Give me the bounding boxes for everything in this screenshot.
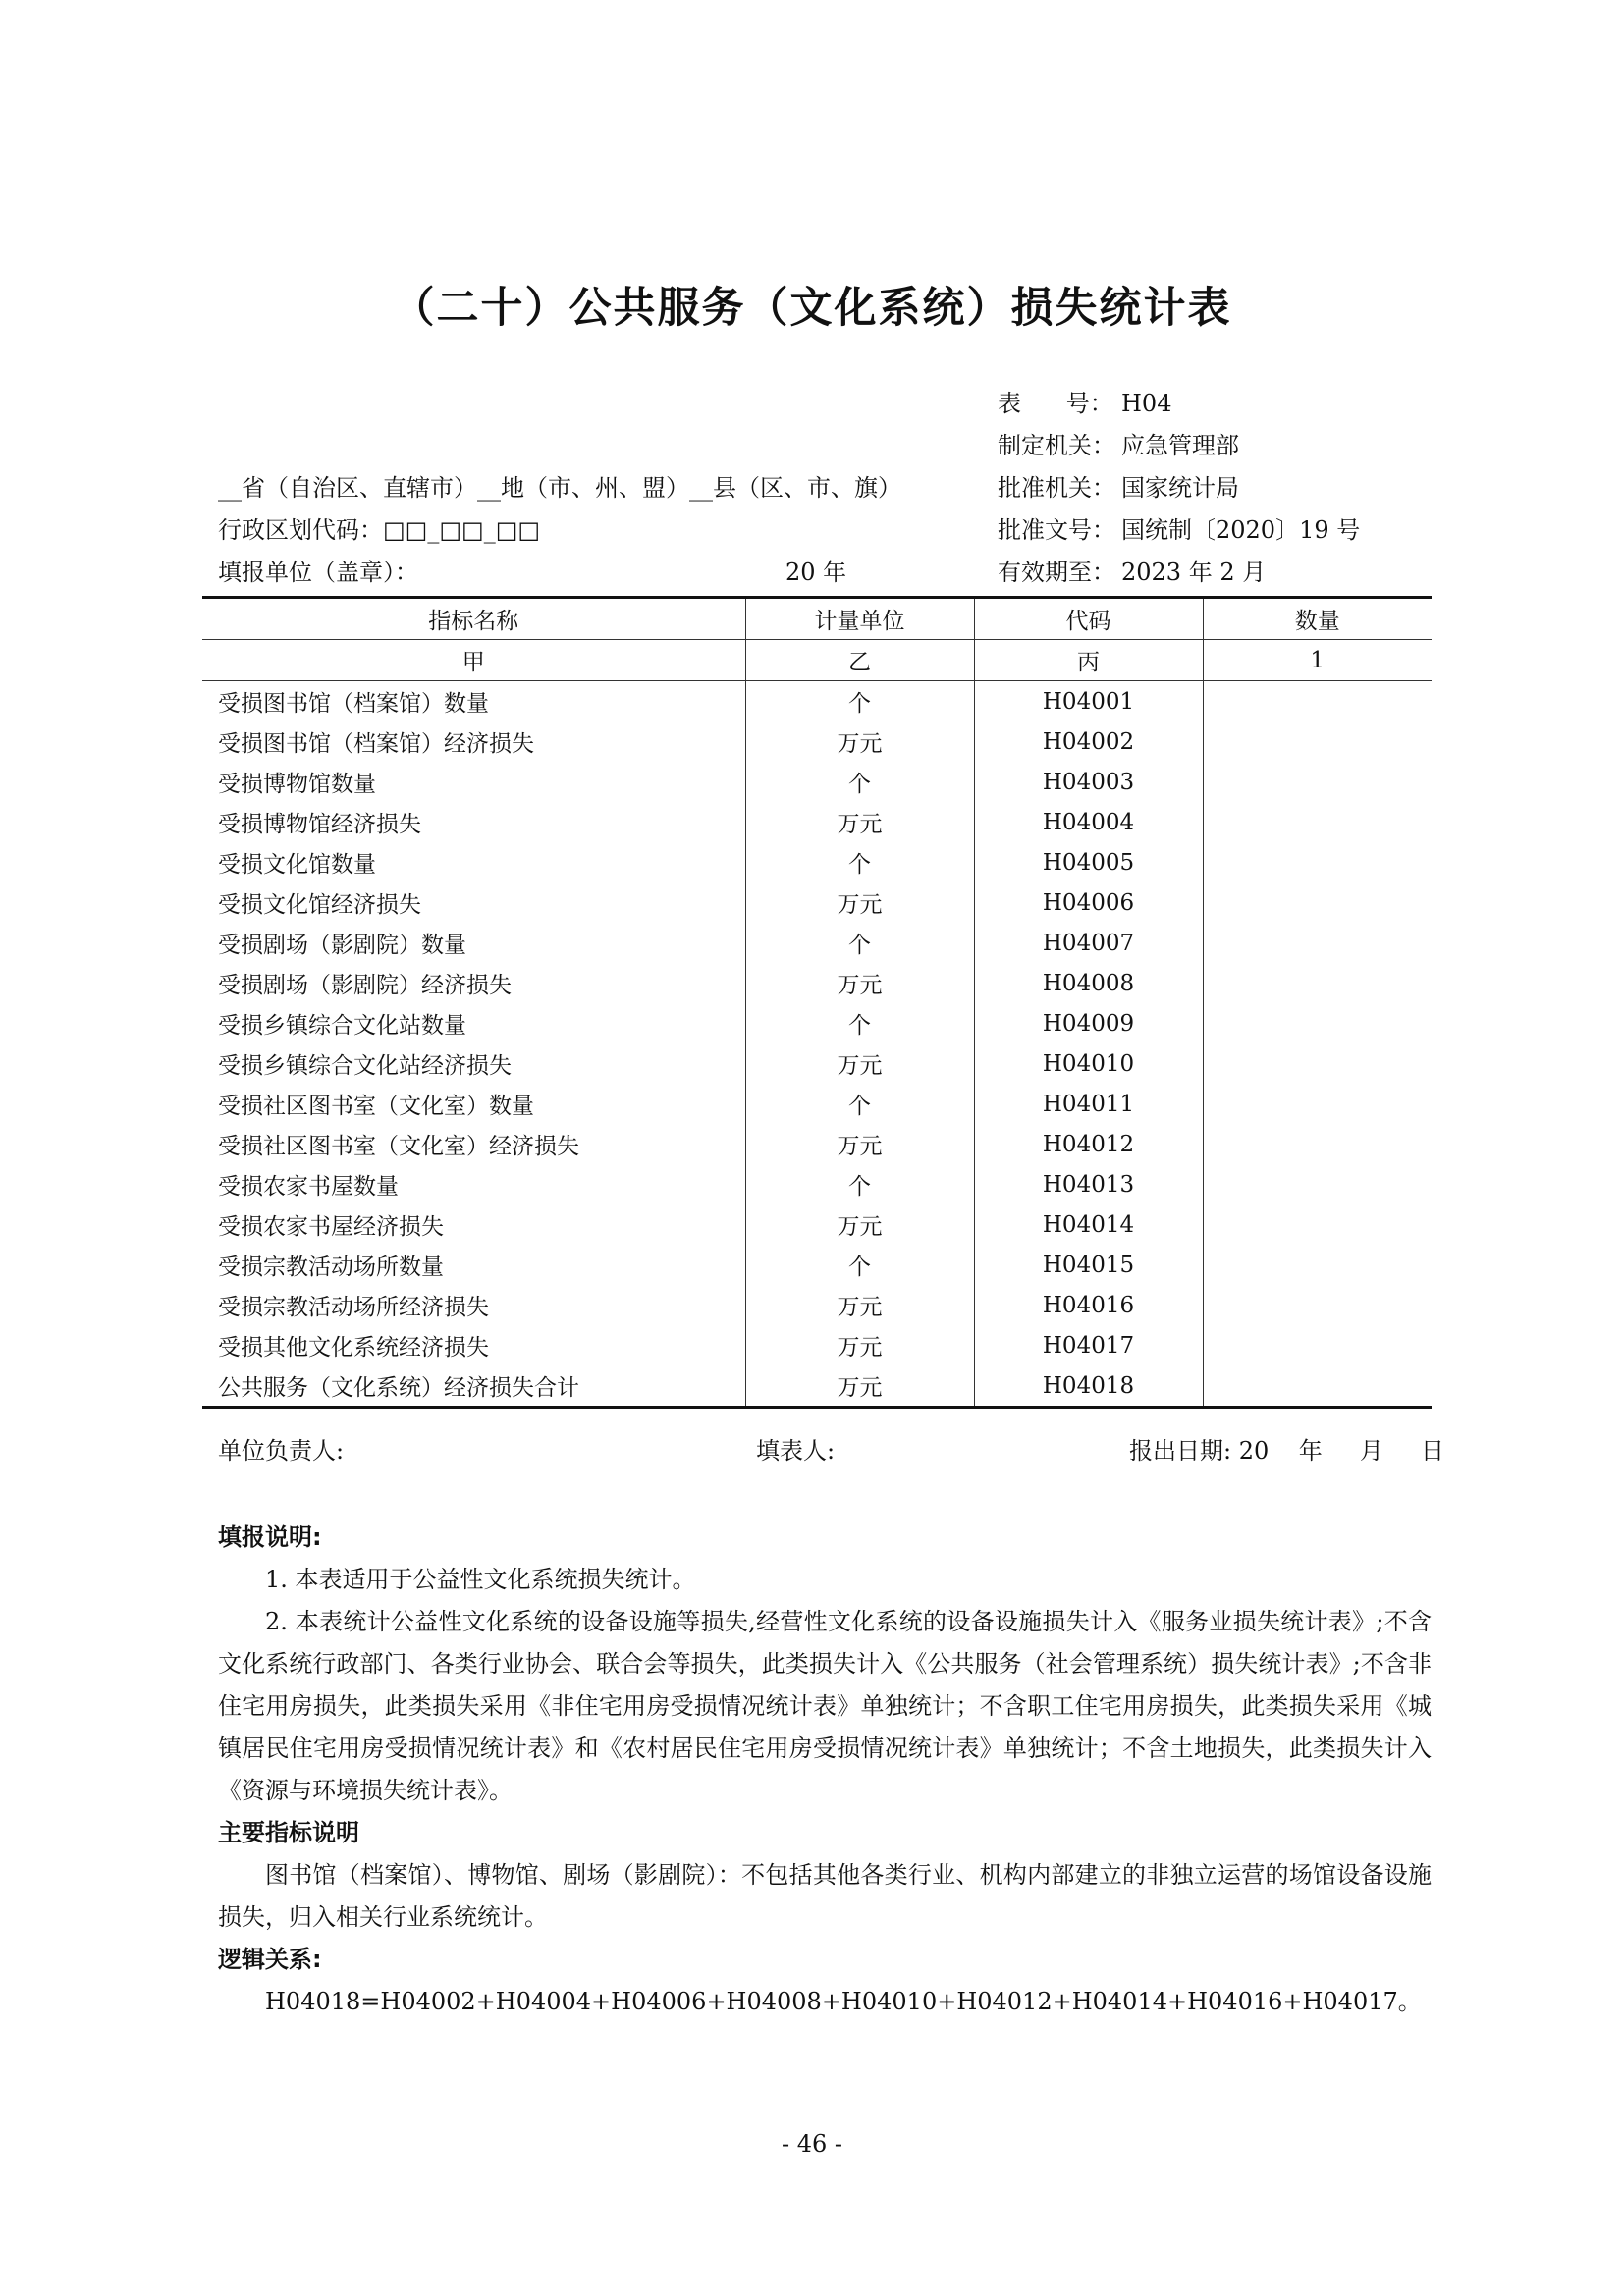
table-header-row	[202, 598, 1432, 640]
unit-cell: 万元	[745, 1325, 974, 1365]
indicator-notes-heading: 主要指标说明	[218, 1819, 359, 1846]
indicator-name: 受损其他文化系统经济损失	[202, 1325, 745, 1365]
table-row	[202, 1084, 1432, 1124]
code-cell: H04017	[974, 1325, 1203, 1365]
instructions-heading: 填报说明:	[218, 1523, 322, 1551]
quantity-cell	[1203, 1003, 1432, 1043]
quantity-cell	[1203, 842, 1432, 882]
logic-formula: H04018=H04002+H04004+H04006+H04008+H04010+H04012+H04014+H04016+H04017。	[265, 1988, 1422, 2015]
code-cell: H04011	[974, 1084, 1203, 1124]
quantity-cell	[1203, 1124, 1432, 1164]
unit-cell: 万元	[745, 721, 974, 762]
unit-cell: 万元	[745, 1285, 974, 1325]
page-number: - 46 -	[781, 2130, 842, 2158]
indicator-name: 受损文化馆经济损失	[202, 882, 745, 923]
column-subheader: 1	[1203, 640, 1432, 681]
meta-key: 制定机关：	[998, 432, 1115, 459]
meta-key: 表 号：	[998, 390, 1113, 417]
indicator-name: 受损乡镇综合文化站经济损失	[202, 1043, 745, 1084]
table-row	[202, 963, 1432, 1003]
table-row	[202, 1124, 1432, 1164]
column-header: 代码	[974, 598, 1203, 640]
table-row	[202, 1204, 1432, 1245]
quantity-cell	[1203, 882, 1432, 923]
region-line: __省（自治区、直辖市）__地（市、州、盟）__县（区、市、旗）	[218, 474, 901, 502]
responsible-person-label: 单位负责人:	[218, 1437, 345, 1465]
column-header: 指标名称	[202, 598, 745, 640]
quantity-cell	[1203, 762, 1432, 802]
indicator-notes-text: 图书馆（档案馆）、博物馆、剧场（影剧院）：不包括其他各类行业、机构内部建立的非独立运营的场馆设备设施损失，归入相关行业系统统计。	[218, 1861, 1432, 1931]
page-title: （二十）公共服务（文化系统）损失统计表	[392, 284, 1232, 333]
code-cell: H04008	[974, 963, 1203, 1003]
meta-value: 国统制〔2020〕19 号	[1121, 516, 1361, 544]
code-cell: H04013	[974, 1164, 1203, 1204]
table-row	[202, 1164, 1432, 1204]
indicator-name: 受损乡镇综合文化站数量	[202, 1003, 745, 1043]
table-row	[202, 721, 1432, 762]
indicator-name: 受损宗教活动场所经济损失	[202, 1285, 745, 1325]
column-header: 计量单位	[745, 598, 974, 640]
meta-row	[998, 467, 1360, 509]
table-subheader-row	[202, 640, 1432, 681]
instruction-item: 1. 本表适用于公益性文化系统损失统计。	[265, 1566, 696, 1593]
meta-key: 有效期至：	[998, 559, 1115, 586]
indicator-name: 受损博物馆经济损失	[202, 802, 745, 842]
meta-value: 应急管理部	[1121, 432, 1239, 459]
column-subheader: 乙	[745, 640, 974, 681]
quantity-cell	[1203, 1365, 1432, 1408]
code-cell: H04010	[974, 1043, 1203, 1084]
quantity-cell	[1203, 1285, 1432, 1325]
indicator-name: 受损图书馆（档案馆）经济损失	[202, 721, 745, 762]
code-cell: H04003	[974, 762, 1203, 802]
code-cell: H04015	[974, 1245, 1203, 1285]
form-filler-label: 填表人:	[756, 1437, 836, 1465]
indicator-name: 受损图书馆（档案馆）数量	[202, 681, 745, 722]
unit-cell: 万元	[745, 1204, 974, 1245]
loss-statistics-table	[202, 596, 1432, 1409]
meta-key: 批准文号：	[998, 516, 1115, 544]
unit-cell: 个	[745, 842, 974, 882]
table-row	[202, 1365, 1432, 1408]
meta-key: 批准机关：	[998, 474, 1115, 502]
instruction-item: 2. 本表统计公益性文化系统的设备设施等损失,经营性文化系统的设备设施损失计入《服务业损失统计表》;不含文化系统行政部门、各类行业协会、联合会等损失，此类损失计入《公共服务（社会管理系统）损失统计表》;不含非住宅用房损失，此类损失采用《非住宅用房受损情况统计表》单独统计；不含职工住宅用房损失，此类损失采用《城镇居民住宅用房受损情况统计表》和《农村居民住宅用房受损情况统计表》单独统计；不含土地损失，此类损失计入《资源与环境损失统计表》。	[218, 1608, 1432, 1804]
quantity-cell	[1203, 1164, 1432, 1204]
quantity-cell	[1203, 681, 1432, 722]
table-row	[202, 762, 1432, 802]
unit-cell: 个	[745, 1084, 974, 1124]
unit-cell: 万元	[745, 1043, 974, 1084]
meta-value: 国家统计局	[1121, 474, 1239, 502]
column-header: 数量	[1203, 598, 1432, 640]
table-row	[202, 1285, 1432, 1325]
unit-cell: 万元	[745, 1124, 974, 1164]
quantity-cell	[1203, 721, 1432, 762]
indicator-name: 受损博物馆数量	[202, 762, 745, 802]
table-row	[202, 681, 1432, 722]
indicator-name: 受损社区图书室（文化室）经济损失	[202, 1124, 745, 1164]
unit-cell: 万元	[745, 1365, 974, 1408]
meta-row	[998, 425, 1360, 467]
form-metadata	[998, 383, 1360, 594]
unit-cell: 个	[745, 762, 974, 802]
quantity-cell	[1203, 802, 1432, 842]
code-cell: H04009	[974, 1003, 1203, 1043]
indicator-name: 受损宗教活动场所数量	[202, 1245, 745, 1285]
code-cell: H04002	[974, 721, 1203, 762]
code-cell: H04001	[974, 681, 1203, 722]
meta-value: 2023 年 2 月	[1121, 559, 1267, 586]
quantity-cell	[1203, 1245, 1432, 1285]
filling-instructions	[218, 1517, 1432, 2023]
code-cell: H04014	[974, 1204, 1203, 1245]
table-row	[202, 842, 1432, 882]
unit-cell: 万元	[745, 802, 974, 842]
column-subheader: 丙	[974, 640, 1203, 681]
code-cell: H04004	[974, 802, 1203, 842]
report-year: 20 年	[785, 559, 847, 586]
quantity-cell	[1203, 1084, 1432, 1124]
table-row	[202, 1325, 1432, 1365]
code-cell: H04018	[974, 1365, 1203, 1408]
meta-row	[998, 552, 1360, 594]
code-cell: H04012	[974, 1124, 1203, 1164]
code-cell: H04005	[974, 842, 1203, 882]
indicator-name: 受损农家书屋经济损失	[202, 1204, 745, 1245]
meta-row	[998, 509, 1360, 552]
meta-value: H04	[1121, 390, 1172, 417]
reporting-unit-line: 填报单位（盖章）：	[218, 559, 418, 586]
unit-cell: 个	[745, 681, 974, 722]
table-row	[202, 802, 1432, 842]
indicator-name: 受损剧场（影剧院）经济损失	[202, 963, 745, 1003]
unit-cell: 个	[745, 1245, 974, 1285]
indicator-name: 公共服务（文化系统）经济损失合计	[202, 1365, 745, 1408]
column-subheader: 甲	[202, 640, 745, 681]
report-date-label: 报出日期: 20 年 月 日	[1129, 1437, 1445, 1465]
table-row	[202, 882, 1432, 923]
unit-cell: 万元	[745, 963, 974, 1003]
indicator-name: 受损剧场（影剧院）数量	[202, 923, 745, 963]
region-code-line: 行政区划代码：□□_□□_□□	[218, 516, 541, 544]
indicator-name: 受损农家书屋数量	[202, 1164, 745, 1204]
unit-cell: 个	[745, 923, 974, 963]
quantity-cell	[1203, 963, 1432, 1003]
unit-cell: 万元	[745, 882, 974, 923]
code-cell: H04016	[974, 1285, 1203, 1325]
quantity-cell	[1203, 1043, 1432, 1084]
code-cell: H04007	[974, 923, 1203, 963]
indicator-name: 受损社区图书室（文化室）数量	[202, 1084, 745, 1124]
quantity-cell	[1203, 1325, 1432, 1365]
unit-cell: 个	[745, 1003, 974, 1043]
logic-heading: 逻辑关系:	[218, 1946, 322, 1973]
quantity-cell	[1203, 923, 1432, 963]
code-cell: H04006	[974, 882, 1203, 923]
table-row	[202, 1043, 1432, 1084]
unit-cell: 个	[745, 1164, 974, 1204]
table-row	[202, 1003, 1432, 1043]
indicator-name: 受损文化馆数量	[202, 842, 745, 882]
table-row	[202, 923, 1432, 963]
table-row	[202, 1245, 1432, 1285]
quantity-cell	[1203, 1204, 1432, 1245]
meta-row	[998, 383, 1360, 425]
